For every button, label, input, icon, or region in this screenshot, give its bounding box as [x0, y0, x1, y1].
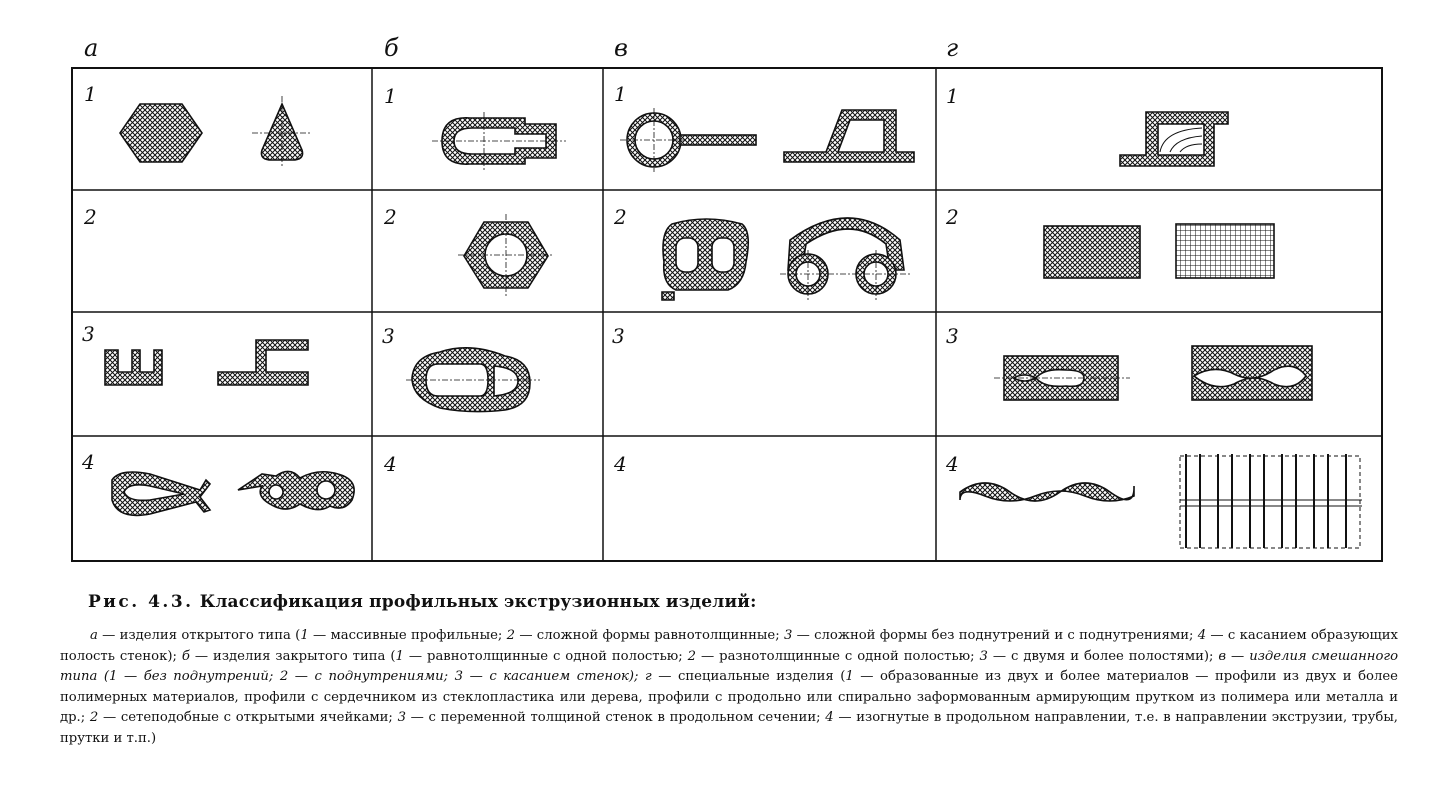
legend-segment: 4 — [1197, 628, 1207, 643]
column-label-a: а — [84, 34, 99, 62]
cell-number-g1: 1 — [946, 84, 959, 108]
cell-number-a3: 3 — [82, 322, 95, 346]
legend-segment: — с переменной толщиной стенок в продольном сечении; — [405, 710, 826, 726]
column-label-g: г — [946, 34, 959, 62]
legend-segment: — массивные профильные; — [308, 628, 507, 643]
hook-shape-profile — [218, 340, 308, 385]
teardrop-loop-profile — [112, 472, 210, 515]
e-shape-profile — [105, 350, 162, 385]
legend-segment: 2 — [506, 628, 516, 643]
legend-segment: 3 — [397, 710, 406, 726]
cell-number-b1: 1 — [384, 84, 397, 108]
figure-title: Классификация профильных экструзионных изделий: — [199, 592, 757, 612]
cell-number-b2: 2 — [384, 205, 397, 229]
cell-number-g2: 2 — [946, 205, 959, 229]
legend-segment: — образованные из двух и более материалов — профили из двух и более полимерных материалов, профили с сердечником из стеклопластика или дерева, профили с продольно или спирально заформованным армирующим прутком из полимера или металла и др.; — [60, 669, 1398, 726]
column-label-v: в — [614, 34, 628, 62]
legend-segment: — сложной формы равнотолщинные; — [515, 628, 784, 643]
legend-segment: 3 — [979, 648, 988, 664]
legend-segment: 2 — [687, 648, 697, 664]
legend-segment: 4 — [825, 710, 834, 726]
cell-number-v2: 2 — [614, 205, 627, 229]
legend-segment: — с двумя и более полостями); — [987, 648, 1219, 664]
legend-segment: — изделия закрытого типа ( — [189, 648, 396, 664]
legend-segment: 1 — [845, 669, 854, 685]
legend-segment: в — изделия смешанного типа (1 — без поднутрений; 2 — с поднутрениями; 3 — с касанием стенок); — [60, 648, 1399, 685]
cell-number-b3: 3 — [382, 324, 395, 348]
legend-segment: — сетеподобные с открытыми ячейками; — [98, 710, 398, 726]
legend-segment: 1 — [395, 648, 404, 664]
legend-segment: а — [90, 628, 98, 643]
curved-profiles — [960, 454, 1362, 548]
double-loop-profile — [238, 471, 354, 509]
square-mesh-profile — [1176, 224, 1274, 278]
figure-legend — [60, 626, 1398, 750]
legend-segment: б — [181, 648, 190, 664]
slatted-bent-profile — [1180, 454, 1362, 548]
legend-segment: — сложной формы без поднутрений и с поднутрениями; — [792, 628, 1198, 643]
figure-number: Рис. 4.3. — [88, 592, 194, 612]
wavy-strip-profile — [960, 483, 1134, 501]
hexagon-profile — [120, 104, 202, 162]
cell-number-v3: 3 — [612, 324, 625, 348]
cell-number-v4: 4 — [614, 452, 627, 476]
diagonal-mesh-profile — [1044, 226, 1140, 278]
legend-segment: — изделия открытого типа ( — [97, 628, 301, 643]
legend-segment: 3 — [783, 628, 793, 643]
legend-segment: — изогнутые в продольном направлении, т.е. в направлении экструзии, трубы, прутки и т.п.) — [60, 710, 1399, 746]
cell-number-a4: 4 — [82, 450, 95, 474]
legend-segment: — разнотолщинные с одной полостью; — [696, 648, 980, 664]
legend-segment: — с касанием образующих полость стенок); — [60, 628, 1398, 664]
cell-number-g3: 3 — [946, 324, 959, 348]
figure-caption — [88, 592, 757, 612]
legend-segment: — равнотолщинные с одной полостью; — [403, 648, 688, 664]
cell-number-a1: 1 — [84, 82, 97, 106]
legend-segment: 1 — [300, 628, 309, 643]
legend-segment: г — [645, 669, 652, 685]
legend-segment: — специальные изделия ( — [651, 669, 846, 685]
cell-number-g4: 4 — [946, 452, 959, 476]
cell-number-a2: 2 — [84, 205, 97, 229]
cell-number-v1: 1 — [614, 82, 627, 106]
legend-segment: 2 — [89, 710, 99, 726]
column-label-b: б — [384, 34, 399, 62]
cell-number-b4: 4 — [384, 452, 397, 476]
